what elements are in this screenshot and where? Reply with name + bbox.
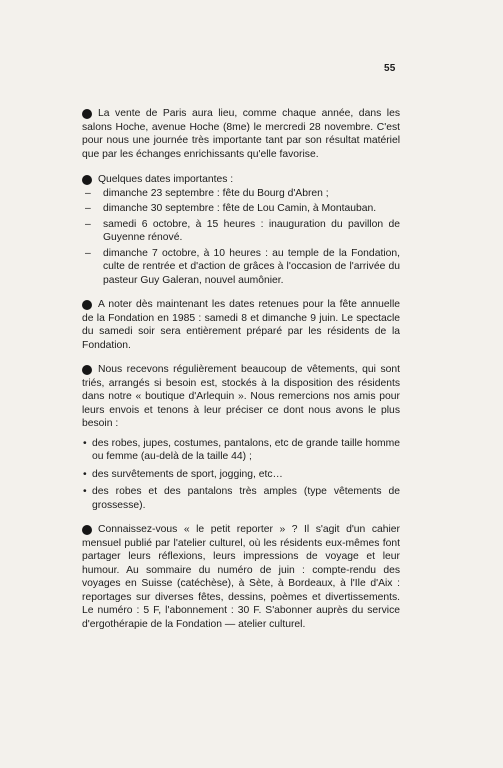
list-item: • des robes et des pantalons très amples (type vêtements de grossesse).: [82, 485, 400, 512]
bullet-icon: [82, 175, 92, 185]
clothing-list: [82, 437, 400, 513]
paragraph-fete-annuelle: [82, 298, 400, 352]
dates-list: [82, 187, 400, 288]
bullet-icon: [82, 365, 92, 375]
paragraph-text: A noter dès maintenant les dates retenues pour la fête annuelle de la Fondation en 1985 : samedi 8 et dimanche 9 juin. Le spectacle du samedi soir sera entièrement préparé par les résidents de la Fondation.: [82, 299, 400, 351]
paragraph-text: Connaissez-vous « le petit reporter » ? Il s'agit d'un cahier mensuel publié par l'atelier culturel, où les résidents eux-mêmes font partager leurs réflexions, leurs impressions de voyage et leur humour. Au sommaire du numéro de juin : compte-rendu des voyages en Suisse (catéchèse), à Sète, à Bordeaux, à l'Ile d'Aix : reportages sur diverses fêtes, dessins, poèmes et divertissements. Le numéro : 5 F, l'abonnement : 30 F. S'abonner auprès du service d'ergothérapie de la Fondation — atelier culturel.: [82, 524, 400, 630]
bullet-icon: [82, 300, 92, 310]
page-content: [82, 107, 400, 631]
paragraph-intro: Nous recevons régulièrement beaucoup de vêtements, qui sont triés, arrangés si besoin est, stockés à la disposition des résidents dans notre « boutique d'Arlequin ». Nous remercions nos amis pour leurs envois et tenons à leur préciser ce dont nous avons le plus besoin :: [82, 364, 400, 429]
paragraph-vetements: [82, 363, 400, 512]
bullet-icon: [82, 525, 92, 535]
list-item: • des robes, jupes, costumes, pantalons, etc de grande taille homme ou femme (au-delà de la taille 44) ;: [82, 437, 400, 464]
paragraph-text: La vente de Paris aura lieu, comme chaque année, dans les salons Hoche, avenue Hoche (8me) le mercredi 28 novembre. C'est pour nous une journée très importante tant par son résultat matériel que par les échanges enrichissants qu'elle favorise.: [82, 108, 400, 160]
list-item: – dimanche 7 octobre, à 10 heures : au temple de la Fondation, culte de rentrée et d'action de grâces à l'occasion de l'arrivée du pasteur Guy Galeran, nouvel aumônier.: [82, 247, 400, 288]
list-item: – dimanche 23 septembre : fête du Bourg d'Abren ;: [82, 187, 400, 201]
list-item: – samedi 6 octobre, à 15 heures : inauguration du pavillon de Guyenne rénové.: [82, 218, 400, 245]
paragraph-dates: [82, 173, 400, 287]
list-item: – dimanche 30 septembre : fête de Lou Camin, à Montauban.: [82, 202, 400, 216]
paragraph-vente-paris: [82, 107, 400, 161]
bullet-icon: [82, 109, 92, 119]
paragraph-petit-reporter: [82, 523, 400, 631]
page-number: 55: [384, 63, 396, 74]
paragraph-intro: Quelques dates importantes :: [98, 174, 234, 185]
list-item: • des survêtements de sport, jogging, etc…: [82, 468, 400, 482]
